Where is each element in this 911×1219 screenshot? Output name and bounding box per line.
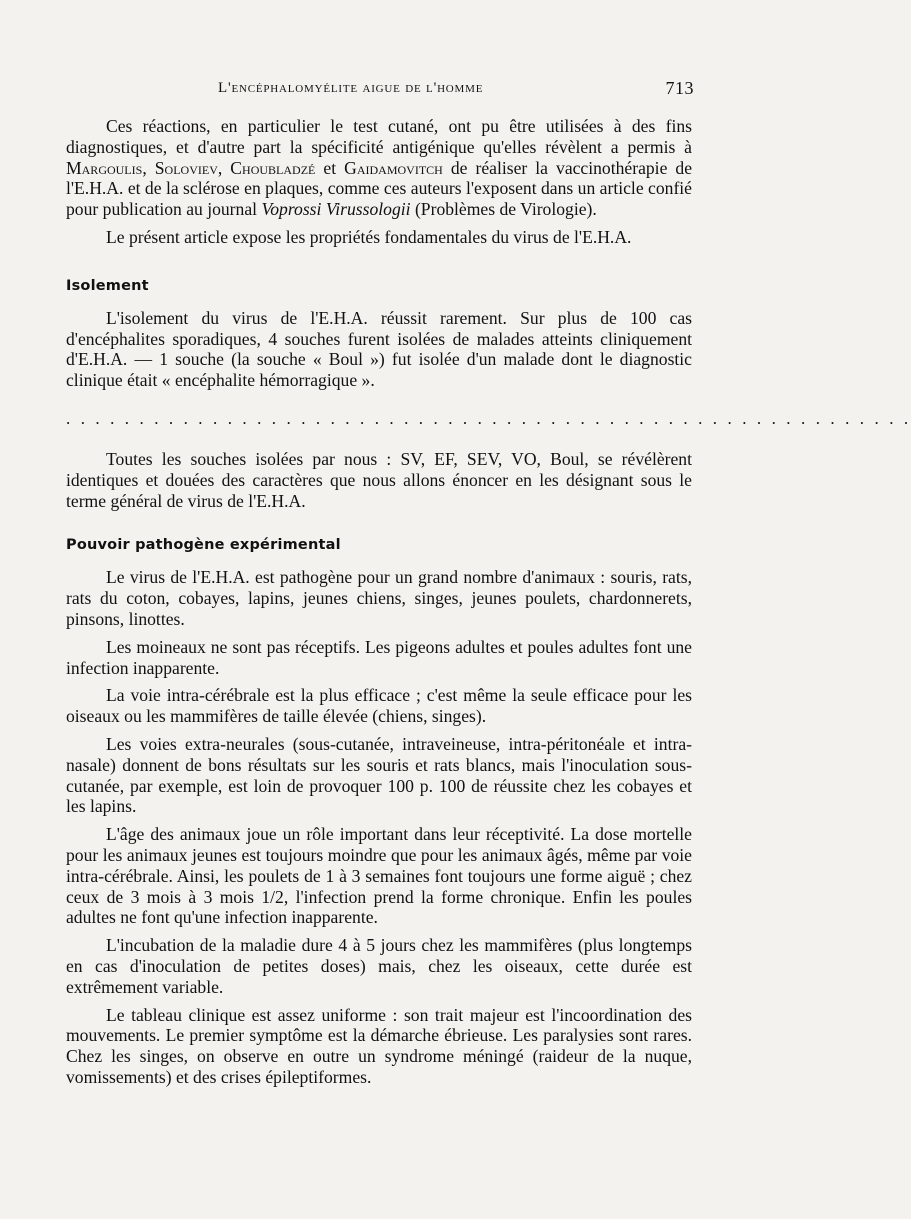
pouvoir-paragraph: La voie intra-cérébrale est la plus efficace ; c'est même la seule efficace pour les oiseaux ou les mammifères de taille élevée (chiens, singes). (66, 685, 692, 727)
text-run: (Problèmes de Virologie). (410, 199, 597, 220)
running-title: L'encéphalomyélite aigue de l'homme (218, 80, 484, 96)
pouvoir-paragraph: L'incubation de la maladie dure 4 à 5 jours chez les mammifères (plus longtemps en cas d'inoculation de petites doses) mais, chez les oiseaux, cette durée est extrêmement variable. (66, 935, 692, 997)
strains-paragraph: Toutes les souches isolées par nous : SV, EF, SEV, VO, Boul, se révélèrent identiques et douées des caractères que nous allons énoncer en les désignant sous le terme général de virus de l'E.H.A. (66, 448, 692, 511)
text-run: Ces réactions, en particulier le test cutané, ont pu être utilisées à des fins diagnostiques, et d'autre part la spécificité antigénique qu'elles révèlent a permis à (66, 116, 692, 157)
text-run: , (142, 157, 155, 178)
pouvoir-paragraph: L'âge des animaux joue un rôle important dans leur réceptivité. La dose mortelle pour les animaux jeunes est toujours moindre que pour les animaux âgés, même par voie intra-cérébrale. Ainsi, les poulets de 1 à 3 semaines font toujours une forme aiguë ; chez ceux de 3 mois à 3 mois 1/2, l'infection prend la forme chronique. Enfin les poules adultes ne font qu'une infection inapparente. (66, 824, 692, 928)
scope-paragraph: Le présent article expose les propriétés fondamentales du virus de l'E.H.A. (106, 226, 632, 247)
pouvoir-paragraph: Le tableau clinique est assez uniforme : son trait majeur est l'incoordination des mouvements. Le premier symptôme est la démarche ébrieuse. Les paralysies sont rares. Chez les singes, on observe en outre un syndrome méningé (raideur de la nuque, vomissements) et des crises épileptiformes. (66, 1004, 692, 1087)
page-number: 713 (665, 78, 694, 98)
author-name: Gaidamovitch (344, 157, 443, 178)
journal-title: Voprossi Virussologii (261, 199, 411, 220)
section-heading-pouvoir: Pouvoir pathogène expérimental (66, 537, 341, 554)
author-name: Choubladzé (230, 157, 316, 178)
pouvoir-paragraph: Le virus de l'E.H.A. est pathogène pour un grand nombre d'animaux : souris, rats, rats du coton, cobayes, lapins, jeunes chiens, singes, jeunes poulets, chardonnerets, pinsons, linottes. (66, 567, 692, 629)
text-run: et (315, 157, 345, 178)
article-body (66, 116, 911, 1088)
running-head (0, 78, 800, 102)
author-name: Soloviev (154, 157, 218, 178)
isolement-paragraph: L'isolement du virus de l'E.H.A. réussit rarement. Sur plus de 100 cas d'encéphalites sporadiques, 4 souches furent isolées de malades atteints cliniquement d'E.H.A. — 1 souche (la souche « Boul ») fut isolée d'un malade dont le diagnostic clinique était « encéphalite hémorragique ». (66, 307, 692, 391)
text-run: , (217, 157, 231, 178)
pouvoir-paragraph: Les voies extra-neurales (sous-cutanée, intraveineuse, intra-péritonéale et intra-nasale) donnent de bons résultats sur les souris et rats blancs, mais l'inoculation sous-cutanée, par exemple, est loin de provoquer 100 p. 100 de réussite chez les cobayes et les lapins. (66, 733, 692, 817)
author-name: Margoulis (66, 157, 143, 178)
intro-paragraph (66, 116, 692, 220)
pouvoir-paragraph: Les moineaux ne sont pas réceptifs. Les pigeons adultes et poules adultes font une infection inapparente. (66, 636, 692, 678)
ellipsis-line: . . . . . . . . . . . . . . . . . . . . . . . . . . . . . . . . . . . . . . . . . . . . . . . . . . . . . . . . . . (66, 408, 911, 428)
section-heading-isolement: Isolement (66, 277, 149, 294)
text-run: de réaliser la vaccinothérapie de l'E.H.A. et de la sclérose en plaques, comme ces auteurs l'exposent dans un article confié pour publication au journal (66, 157, 693, 220)
